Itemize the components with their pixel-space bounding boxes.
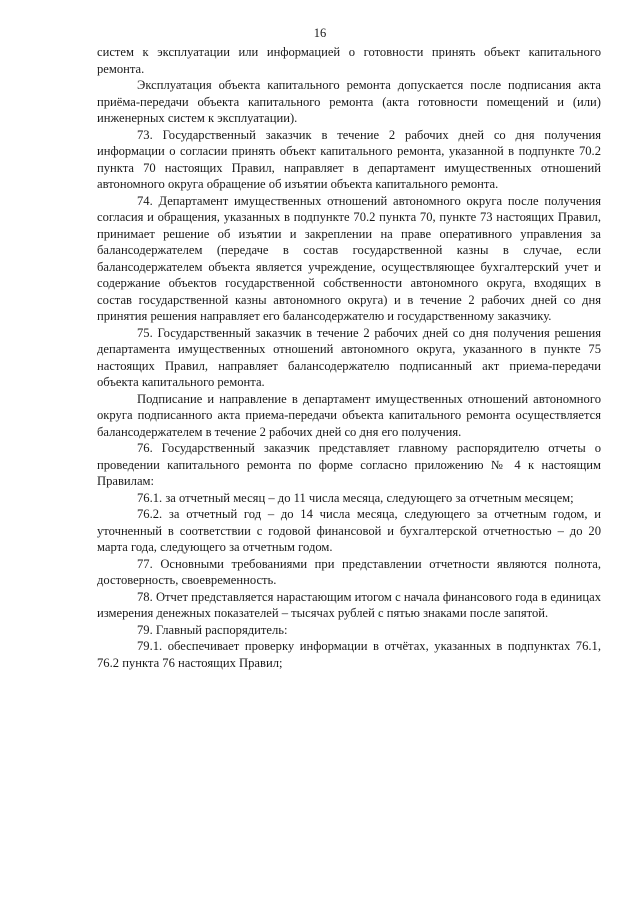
paragraph-exploitation: Эксплуатация объекта капитального ремонта допускается после подписания акта приёма-передачи объекта капитального ремонта (акта готовности помещений и (или) инженерных систем к эксплуатации). (97, 78, 601, 125)
page-number: 16 (313, 26, 327, 40)
paragraph-79: 79. Главный распорядитель: (137, 622, 288, 637)
paragraph-77: 77. Основными требованиями при представлении отчетности являются полнота, достоверность, своевременность. (97, 556, 601, 587)
paragraph-signing: Подписание и направление в департамент имущественных отношений автономного округа подписанного акта приема-передачи объекта капитального ремонта осуществляется балансодержателем в течение 2 рабочих дней со дня его получения. (97, 391, 601, 439)
paragraph-76-2: 76.2. за отчетный год – до 14 числа месяца, следующего за отчетным годом, и уточненный в соответствии с годовой финансовой и бухгалтерской отчетностью – до 20 марта года, следующего за отчетным годом. (97, 507, 601, 554)
paragraph-76-1: 76.1. за отчетный месяц – до 11 числа месяца, следующего за отчетным месяцем; (137, 490, 574, 505)
paragraph-74: 74. Департамент имущественных отношений автономного округа после получения согласия и обращения, указанных в подпункте 70.2 пункта 70, пункте 73 настоящих Правил, принимает решение об изъятии и закреплении на праве оперативного управления за балансодержателем (передаче в состав государственной казны в случае, если балансодержателем объекта является учреждение, осуществляющее бухгалтерский учет и содержание объектов государственной собственности автономного округа, входящих в состав государственной казны автономного округа) и в течение 2 рабочих дней со дня принятия решения направляет его балансодержателю и государственному заказчику. (97, 193, 601, 323)
paragraph-73: 73. Государственный заказчик в течение 2 рабочих дней со дня получения информации о согласии принять объект капитального ремонта, указанной в подпункте 70.2 пункта 70 настоящих Правил, направляет в департамент имущественных отношений автономного округа обращение об изъятии объекта капитального ремонта. (97, 127, 601, 191)
paragraph-79-1: 79.1. обеспечивает проверку информации в отчётах, указанных в подпунктах 76.1, 76.2 пункта 76 настоящих Правил; (97, 639, 601, 670)
paragraph-76: 76. Государственный заказчик представляет главному распорядителю отчеты о проведении капитального ремонта по форме согласно приложению № 4 к настоящим Правилам: (97, 441, 601, 488)
paragraph-continuation: систем к эксплуатации или информацией о готовности принять объект капитального ремонта. (97, 45, 601, 76)
document-body (97, 44, 601, 671)
paragraph-78: 78. Отчет представляется нарастающим итогом с начала финансового года в единицах измерения денежных показателей – тысячах рублей с пятью знаками после запятой. (97, 589, 601, 620)
paragraph-75: 75. Государственный заказчик в течение 2 рабочих дней со дня получения решения департамента имущественных отношений автономного округа, указанного в пункте 75 настоящих Правил, направляет балансодержателю подписанный акт приема-передачи объекта капитального ремонта. (97, 325, 601, 389)
